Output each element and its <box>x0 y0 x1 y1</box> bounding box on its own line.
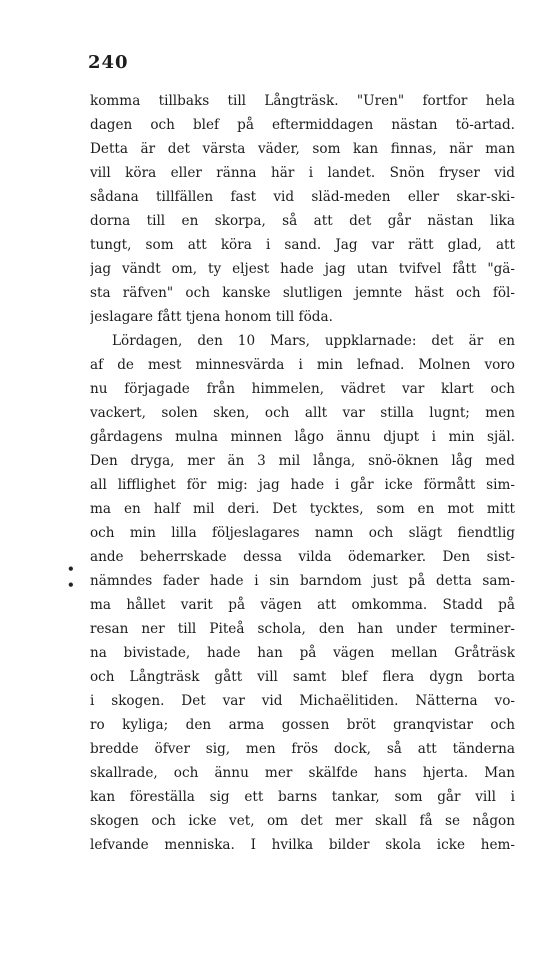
text-line: ma hållet varit på vägen att omkomma. Stadd på <box>90 597 515 613</box>
text-line: Lördagen, den 10 Mars, uppklarnade: det är en <box>112 333 515 349</box>
body-text <box>90 89 515 857</box>
text-line: nu förjagade från himmelen, vädret var klart och <box>90 381 515 397</box>
text-line: ro kyliga; den arma gossen bröt granqvistar och <box>90 717 515 733</box>
text-line: gårdagens mulna minnen lågo ännu djupt i min själ. <box>90 429 515 445</box>
text-line: dagen och blef på eftermiddagen nästan tö-artad. <box>90 117 515 133</box>
text-line: dorna till en skorpa, så att det går nästan lika <box>90 213 515 229</box>
text-line: Detta är det värsta väder, som kan finnas, när man <box>90 141 515 157</box>
text-line: ma en half mil deri. Det tycktes, som en mot mitt <box>90 501 515 517</box>
text-line: resan ner till Piteå schola, den han under terminer- <box>90 621 515 637</box>
text-line: och min lilla följeslagares namn och slägt fiendtlig <box>90 525 515 541</box>
text-line: komma tillbaks till Långträsk. "Uren" fortfor hela <box>90 93 515 109</box>
text-line: tungt, som att köra i sand. Jag var rätt glad, att <box>90 237 515 253</box>
text-line: af de mest minnesvärda i min lefnad. Molnen voro <box>90 357 515 373</box>
text-line: sådana tillfällen fast vid släd-meden eller skar-ski- <box>90 189 515 205</box>
text-line: och Långträsk gått vill samt blef flera dygn borta <box>90 669 515 685</box>
text-line: i skogen. Det var vid Michaëlitiden. Nätterna vo- <box>90 693 515 709</box>
text-line: skogen och icke vet, om det mer skall få se någon <box>90 813 515 829</box>
text-line: na bivistade, hade han på vägen mellan Gråträsk <box>90 645 515 661</box>
text-line: bredde öfver sig, men frös dock, så att tänderna <box>90 741 515 757</box>
text-line: vackert, solen sken, och allt var stilla lugnt; men <box>90 405 515 421</box>
text-line: Den dryga, mer än 3 mil långa, snö-öknen låg med <box>90 453 515 469</box>
margin-mark: • <box>67 578 75 592</box>
text-line: all lifflighet för mig: jag hade i går icke förmått sim- <box>90 477 515 493</box>
text-line: lefvande menniska. I hvilka bilder skola icke hem- <box>90 837 515 853</box>
text-line: vill köra eller ränna här i landet. Snön fryser vid <box>90 165 515 181</box>
text-line: jeslagare fått tjena honom till föda. <box>90 309 333 325</box>
text-line: jag vändt om, ty eljest hade jag utan tvifvel fått "gä- <box>90 261 515 277</box>
text-line: nämndes fader hade i sin barndom just på detta sam- <box>90 573 515 589</box>
text-line: skallrade, och ännu mer skälfde hans hjerta. Man <box>90 765 515 781</box>
text-line: kan föreställa sig ett barns tankar, som går vill i <box>90 789 515 805</box>
text-line: sta räfven" och kanske slutligen jemnte häst och föl- <box>90 285 515 301</box>
page-number: 240 <box>88 52 129 73</box>
margin-mark: • <box>67 562 75 576</box>
text-line: ande beherrskade dessa vilda ödemarker. Den sist- <box>90 549 515 565</box>
